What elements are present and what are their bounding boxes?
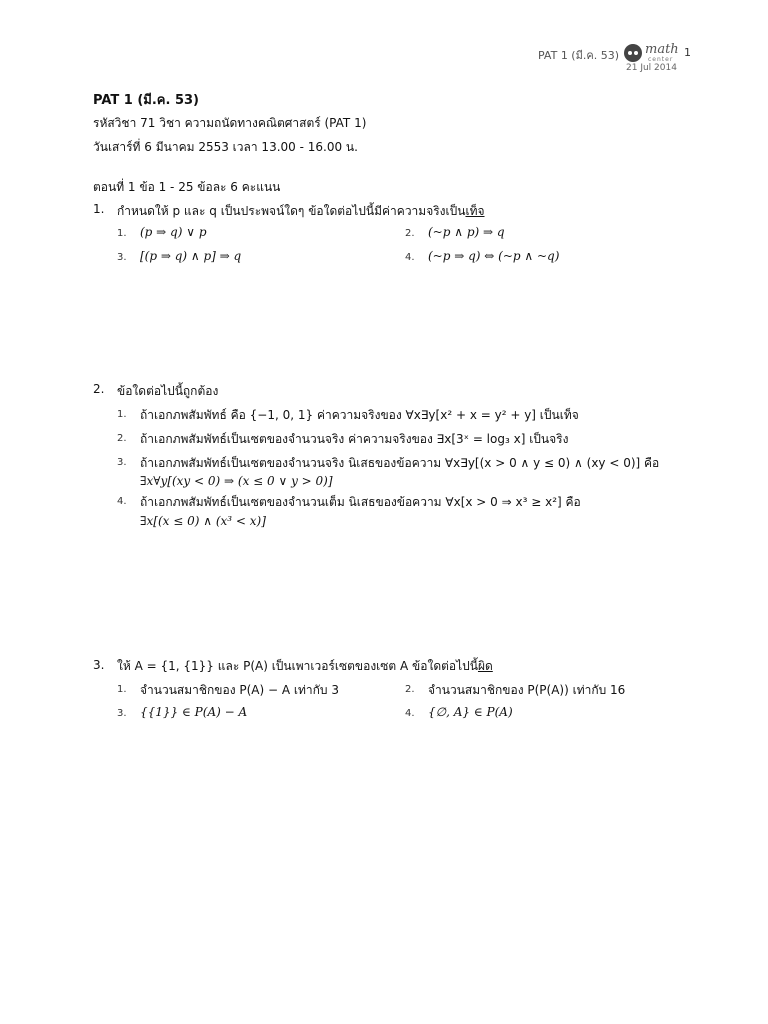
- q3-choice-2-text: จำนวนสมาชิกของ P(P(A)) เท่ากับ 16: [428, 683, 626, 697]
- q3-choice-1-number: 1.: [117, 684, 127, 695]
- q3-choice-4-number: 4.: [405, 708, 415, 719]
- q3-text-underlined: ผิด: [477, 659, 493, 673]
- q2-choice-3-text-line2: ∃x∀y[(xy < 0) ⇒ (x ≤ 0 ∨ y > 0)]: [140, 474, 333, 488]
- q1-text-underlined: เท็จ: [465, 204, 485, 218]
- doc-subject: รหัสวิชา 71 วิชา ความถนัดทางคณิตศาสตร์ (PAT 1): [93, 116, 367, 130]
- math-center-logo-icon: [624, 44, 642, 62]
- q2-choice-4-number: 4.: [117, 496, 127, 507]
- q1-text-main: กำหนดให้ p และ q เป็นประพจน์ใดๆ ข้อใดต่อไปนี้มีค่าความจริงเป็น: [117, 204, 466, 218]
- q2-choice-2-text: ถ้าเอกภพสัมพัทธ์เป็นเซตของจำนวนจริง ค่าความจริงของ ∃x[3ˣ = log₃ x] เป็นจริง: [140, 432, 569, 446]
- q3-text-main: ให้ A = {1, {1}} และ P(A) เป็นเพาเวอร์เซตของเซต A ข้อใดต่อไปนี้: [117, 659, 478, 673]
- header-exam-label: PAT 1 (มี.ค. 53): [538, 49, 619, 62]
- q1-choice-1-number: 1.: [117, 228, 127, 239]
- q2-choice-1-number: 1.: [117, 409, 127, 420]
- q2-choice-2-number: 2.: [117, 433, 127, 444]
- doc-datetime: วันเสาร์ที่ 6 มีนาคม 2553 เวลา 13.00 - 16.00 น.: [93, 140, 358, 154]
- q1-number: 1.: [93, 202, 105, 216]
- q1-choice-1-text: (p ⇒ q) ∨ p: [140, 225, 207, 239]
- doc-title: PAT 1 (มี.ค. 53): [93, 93, 199, 108]
- q1-choice-3-text: [(p ⇒ q) ∧ p] ⇒ q: [140, 249, 242, 263]
- q2-choice-1-text: ถ้าเอกภพสัมพัทธ์ คือ {−1, 0, 1} ค่าความจริงของ ∀x∃y[x² + x = y² + y] เป็นเท็จ: [140, 408, 579, 422]
- q3-choice-4-text: {∅, A} ∈ P(A): [428, 705, 513, 719]
- q2-choice-4-text: ถ้าเอกภพสัมพัทธ์เป็นเซตของจำนวนเต็ม นิเสธของข้อความ ∀x[x > 0 ⇒ x³ ≥ x²] คือ: [140, 495, 581, 509]
- q3-text: [117, 657, 493, 676]
- q3-choice-3-text: {{1}} ∈ P(A) − A: [140, 705, 248, 719]
- q2-choice-3-text: ถ้าเอกภพสัมพัทธ์เป็นเซตของจำนวนจริง นิเสธของข้อความ ∀x∃y[(x > 0 ∧ y ≤ 0) ∧ (xy < 0)] คือ: [140, 456, 660, 470]
- q3-choice-2-number: 2.: [405, 684, 415, 695]
- q1-choice-4-number: 4.: [405, 252, 415, 263]
- q2-text: ข้อใดต่อไปนี้ถูกต้อง: [117, 384, 219, 398]
- q3-number: 3.: [93, 658, 105, 672]
- q3-choice-1-text: จำนวนสมาชิกของ P(A) − A เท่ากับ 3: [140, 683, 339, 697]
- logo-text: math: [645, 42, 679, 57]
- q1-choice-2-text: (~p ∧ p) ⇒ q: [428, 225, 505, 239]
- q3-choice-3-number: 3.: [117, 708, 127, 719]
- q1-choice-3-number: 3.: [117, 252, 127, 263]
- q2-number: 2.: [93, 382, 105, 396]
- q1-choice-4-text: (~p ⇒ q) ⇔ (~p ∧ ~q): [428, 249, 560, 263]
- logo-subtext: center: [648, 56, 674, 63]
- q2-choice-4-text-line2: ∃x[(x ≤ 0) ∧ (x³ < x)]: [140, 514, 266, 528]
- q1-text: [117, 202, 485, 221]
- page-number: 1: [684, 46, 691, 59]
- q2-choice-3-number: 3.: [117, 457, 127, 468]
- section-heading: ตอนที่ 1 ข้อ 1 - 25 ข้อละ 6 คะแนน: [93, 180, 281, 194]
- q1-choice-2-number: 2.: [405, 228, 415, 239]
- header-date: 21 Jul 2014: [626, 63, 677, 73]
